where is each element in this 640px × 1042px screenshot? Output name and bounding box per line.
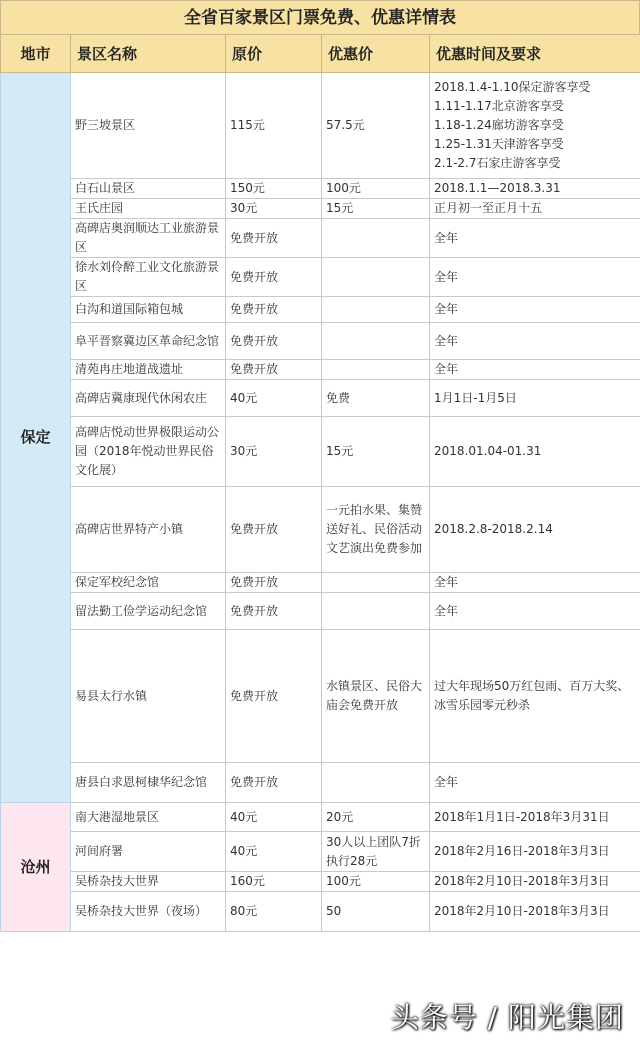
- discount-time-cell: 2018.1.4-1.10保定游客享受 1.11-1.17北京游客享受 1.18-1.24廊坊游客享受 1.25-1.31天津游客享受 2.1-2.7石家庄游客享受: [430, 73, 640, 179]
- discount-price-cell: 30人以上团队7折执行28元: [322, 832, 430, 872]
- watermark: 头条号 / 阳光集团: [390, 1001, 624, 1034]
- header-discount: 优惠价: [322, 35, 430, 73]
- discount-time-cell: 1月1日-1月5日: [430, 380, 640, 417]
- discount-price-cell: 15元: [322, 199, 430, 219]
- scenic-name-cell: 高碑店冀康现代休闲农庄: [71, 380, 226, 417]
- discount-time-cell: 全年: [430, 258, 640, 297]
- region-cangzhou: 沧州: [1, 803, 71, 932]
- header-row: [1, 35, 640, 73]
- discount-time-cell: 全年: [430, 360, 640, 380]
- table-row: [1, 360, 640, 380]
- scenic-name-cell: 易县太行水镇: [71, 630, 226, 763]
- original-price-cell: 30元: [226, 417, 322, 487]
- discount-price-cell: [322, 297, 430, 323]
- scenic-name-cell: 高碑店奥润顺达工业旅游景区: [71, 219, 226, 258]
- table-row: [1, 832, 640, 872]
- discount-price-cell: 水镇景区、民俗大庙会免费开放: [322, 630, 430, 763]
- discount-time-cell: 2018年1月1日-2018年3月31日: [430, 803, 640, 832]
- table-row: [1, 763, 640, 803]
- discount-time-cell: 全年: [430, 219, 640, 258]
- table-row: [1, 219, 640, 258]
- discount-time-cell: 2018.2.8-2018.2.14: [430, 487, 640, 573]
- scenic-name-cell: 南大港湿地景区: [71, 803, 226, 832]
- table-title: 全省百家景区门票免费、优惠详情表: [0, 0, 640, 34]
- original-price-cell: 免费开放: [226, 219, 322, 258]
- discount-price-cell: [322, 219, 430, 258]
- discount-price-cell: [322, 258, 430, 297]
- original-price-cell: 免费开放: [226, 573, 322, 593]
- discount-price-cell: 15元: [322, 417, 430, 487]
- scenic-name-cell: 吴桥杂技大世界（夜场）: [71, 892, 226, 932]
- discount-price-cell: 免费: [322, 380, 430, 417]
- scenic-name-cell: 河间府署: [71, 832, 226, 872]
- discount-time-cell: 2018年2月16日-2018年3月3日: [430, 832, 640, 872]
- table-row: [1, 199, 640, 219]
- scenic-name-cell: 阜平晋察冀边区革命纪念馆: [71, 323, 226, 360]
- discount-price-cell: 57.5元: [322, 73, 430, 179]
- discount-time-cell: 全年: [430, 593, 640, 630]
- table-row: [1, 323, 640, 360]
- region-baoding: 保定: [1, 73, 71, 803]
- discount-price-cell: 100元: [322, 872, 430, 892]
- original-price-cell: 150元: [226, 179, 322, 199]
- original-price-cell: 30元: [226, 199, 322, 219]
- discount-price-cell: 一元拍水果、集赞送好礼、民俗活动文艺演出免费参加: [322, 487, 430, 573]
- table-row: [1, 380, 640, 417]
- discount-time-cell: 全年: [430, 573, 640, 593]
- original-price-cell: 80元: [226, 892, 322, 932]
- discount-price-cell: 50: [322, 892, 430, 932]
- scenic-name-cell: 留法勤工俭学运动纪念馆: [71, 593, 226, 630]
- scenic-name-cell: 高碑店世界特产小镇: [71, 487, 226, 573]
- original-price-cell: 40元: [226, 803, 322, 832]
- header-price: 原价: [226, 35, 322, 73]
- original-price-cell: 免费开放: [226, 487, 322, 573]
- discount-price-cell: [322, 360, 430, 380]
- discount-time-cell: 过大年现场50万红包雨、百万大奖、冰雪乐园零元秒杀: [430, 630, 640, 763]
- original-price-cell: 免费开放: [226, 630, 322, 763]
- scenic-name-cell: 唐县白求恩柯棣华纪念馆: [71, 763, 226, 803]
- original-price-cell: 免费开放: [226, 360, 322, 380]
- discount-price-cell: [322, 593, 430, 630]
- discount-price-cell: 20元: [322, 803, 430, 832]
- table-row: [1, 593, 640, 630]
- table-row: [1, 179, 640, 199]
- scenic-name-cell: 清苑冉庄地道战遗址: [71, 360, 226, 380]
- original-price-cell: 40元: [226, 832, 322, 872]
- table-row: [1, 892, 640, 932]
- original-price-cell: 40元: [226, 380, 322, 417]
- table-row: [1, 872, 640, 892]
- table-row: [1, 573, 640, 593]
- scenic-name-cell: 保定军校纪念馆: [71, 573, 226, 593]
- original-price-cell: 免费开放: [226, 763, 322, 803]
- table-row: [1, 73, 640, 179]
- discount-time-cell: 2018.01.04-01.31: [430, 417, 640, 487]
- discount-time-cell: 全年: [430, 297, 640, 323]
- scenic-name-cell: 高碑店悦动世界极限运动公园（2018年悦动世界民俗文化展）: [71, 417, 226, 487]
- original-price-cell: 免费开放: [226, 323, 322, 360]
- scenic-discount-table: [0, 34, 640, 932]
- scenic-name-cell: 白石山景区: [71, 179, 226, 199]
- discount-time-cell: 2018年2月10日-2018年3月3日: [430, 872, 640, 892]
- scenic-name-cell: 徐水刘伶醉工业文化旅游景区: [71, 258, 226, 297]
- header-time: 优惠时间及要求: [430, 35, 640, 73]
- discount-time-cell: 全年: [430, 323, 640, 360]
- table-row: [1, 258, 640, 297]
- table-row: [1, 630, 640, 763]
- table-row: [1, 487, 640, 573]
- discount-time-cell: 2018年2月10日-2018年3月3日: [430, 892, 640, 932]
- scenic-name-cell: 白沟和道国际箱包城: [71, 297, 226, 323]
- table-row: [1, 803, 640, 832]
- header-city: 地市: [1, 35, 71, 73]
- discount-time-cell: 全年: [430, 763, 640, 803]
- scenic-name-cell: 吴桥杂技大世界: [71, 872, 226, 892]
- discount-price-cell: 100元: [322, 179, 430, 199]
- discount-time-cell: 2018.1.1—2018.3.31: [430, 179, 640, 199]
- scenic-name-cell: 王氏庄园: [71, 199, 226, 219]
- original-price-cell: 免费开放: [226, 593, 322, 630]
- original-price-cell: 免费开放: [226, 258, 322, 297]
- original-price-cell: 免费开放: [226, 297, 322, 323]
- discount-price-cell: [322, 763, 430, 803]
- table-row: [1, 297, 640, 323]
- discount-price-cell: [322, 323, 430, 360]
- table-row: [1, 417, 640, 487]
- original-price-cell: 160元: [226, 872, 322, 892]
- scenic-name-cell: 野三坡景区: [71, 73, 226, 179]
- discount-price-cell: [322, 573, 430, 593]
- header-name: 景区名称: [71, 35, 226, 73]
- discount-time-cell: 正月初一至正月十五: [430, 199, 640, 219]
- original-price-cell: 115元: [226, 73, 322, 179]
